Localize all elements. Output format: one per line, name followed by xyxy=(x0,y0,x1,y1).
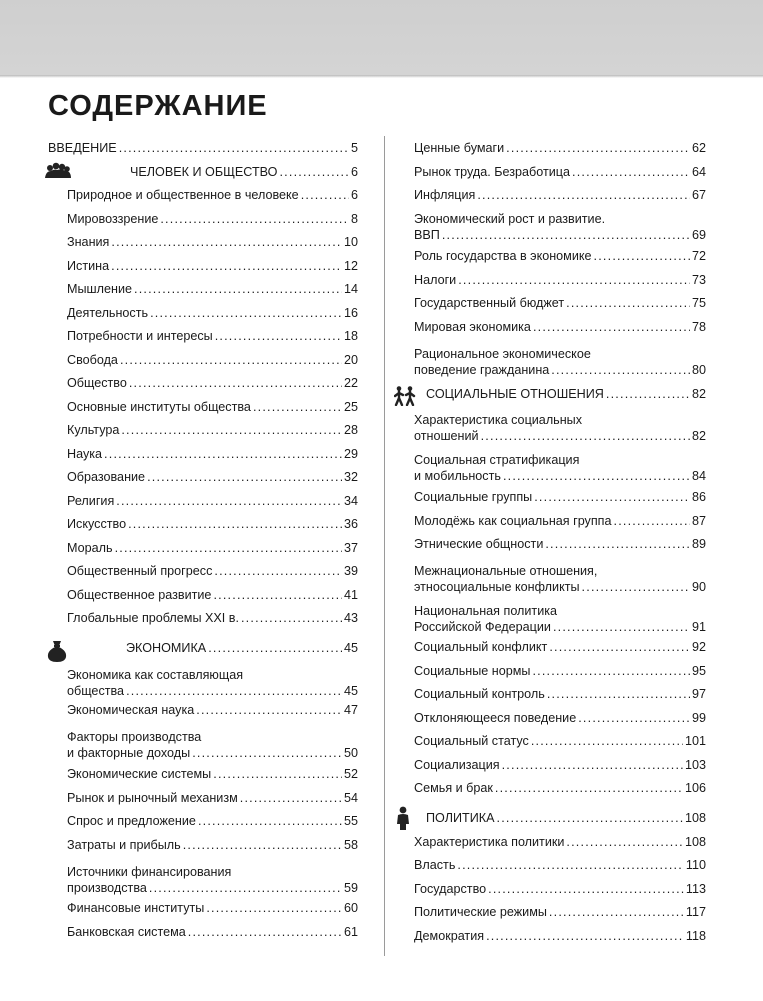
toc-entry-title: Семья и брак xyxy=(414,781,493,795)
dot-leader xyxy=(147,469,342,485)
toc-entry-title: Экономические системы xyxy=(67,767,212,781)
toc-page-number: 45 xyxy=(343,684,358,698)
column-divider xyxy=(384,136,385,956)
right-toc-entry-29 xyxy=(414,928,706,944)
toc-entry-title: Государственный бюджет xyxy=(414,296,565,310)
toc-page-number: 16 xyxy=(343,306,358,320)
right-toc-entry-22 xyxy=(414,757,706,773)
toc-page-number: 95 xyxy=(691,664,706,678)
toc-page-number: 6 xyxy=(350,165,358,179)
right-toc-entry-5 xyxy=(414,272,706,288)
left-toc-entry-25 xyxy=(67,766,358,782)
toc-page-number: 14 xyxy=(343,282,358,296)
left-toc-entry-30 xyxy=(67,900,358,916)
toc-entry-title-line1: Социальная стратификация xyxy=(414,453,580,467)
left-toc-entry-6 xyxy=(67,281,358,297)
dot-leader xyxy=(551,362,690,378)
dot-leader xyxy=(119,140,349,156)
dot-leader xyxy=(183,837,342,853)
toc-page-number: 80 xyxy=(691,363,706,377)
toc-page-number: 50 xyxy=(343,746,358,760)
dot-leader xyxy=(477,187,690,203)
right-toc-entry-14 xyxy=(414,536,706,552)
left-toc-entry-24 xyxy=(67,729,358,761)
dot-leader xyxy=(115,540,342,556)
left-toc-entry-19 xyxy=(67,587,358,603)
toc-page-number: 45 xyxy=(343,641,358,655)
toc-entry-title: Свобода xyxy=(67,353,118,367)
right-toc-entry-17 xyxy=(414,639,706,655)
toc-entry-title-line2: поведение гражданина xyxy=(414,363,550,377)
right-toc-entry-16 xyxy=(414,603,706,635)
toc-page-number: 69 xyxy=(691,228,706,242)
dot-leader xyxy=(486,928,684,944)
money-bag-icon xyxy=(46,640,68,662)
dot-leader xyxy=(549,639,690,655)
dot-leader xyxy=(506,140,690,156)
toc-entry-title-line2: этносоциальные конфликты xyxy=(414,580,580,594)
toc-entry-title: Социальный контроль xyxy=(414,687,545,701)
left-toc-entry-5 xyxy=(67,258,358,274)
dot-leader xyxy=(578,710,690,726)
left-toc-entry-11 xyxy=(67,399,358,415)
toc-page-number: 55 xyxy=(343,814,358,828)
toc-page-number: 67 xyxy=(691,188,706,202)
toc-entry-title: Религия xyxy=(67,494,115,508)
toc-entry-title: Образование xyxy=(67,470,146,484)
dot-leader xyxy=(134,281,342,297)
left-toc-entry-23 xyxy=(67,702,358,718)
right-toc-entry-13 xyxy=(414,513,706,529)
toc-entry-title: Потребности и интересы xyxy=(67,329,213,343)
right-toc-entry-1 xyxy=(414,164,706,180)
toc-entry-title: Социализация xyxy=(414,758,500,772)
left-toc-entry-28 xyxy=(67,837,358,853)
toc-entry-title: Общество xyxy=(67,376,127,390)
dot-leader xyxy=(606,386,690,402)
crowd-icon xyxy=(45,162,71,178)
right-toc-entry-9 xyxy=(426,386,706,402)
dot-leader xyxy=(549,904,684,920)
people-icon xyxy=(394,386,416,406)
right-toc-entry-10 xyxy=(414,412,706,444)
toc-entry-title-line1: Источники финансирования xyxy=(67,865,232,879)
right-toc-entry-21 xyxy=(414,733,706,749)
dot-leader xyxy=(534,489,690,505)
left-toc-entry-31 xyxy=(67,924,358,940)
left-toc-entry-13 xyxy=(67,446,358,462)
toc-page-number: 41 xyxy=(343,588,358,602)
toc-page-number: 5 xyxy=(350,141,358,155)
toc-entry-title-line2: и факторные доходы xyxy=(67,746,191,760)
toc-entry-title-line1: Факторы производства xyxy=(67,730,202,744)
toc-entry-title: Мировая экономика xyxy=(414,320,531,334)
toc-page-number: 84 xyxy=(691,469,706,483)
dot-leader xyxy=(160,211,349,227)
dot-leader xyxy=(253,399,342,415)
toc-page-number: 108 xyxy=(684,835,706,849)
left-toc-entry-18 xyxy=(67,563,358,579)
right-toc-entry-19 xyxy=(414,686,706,702)
dot-leader xyxy=(547,686,690,702)
toc-entry-title: СОЦИАЛЬНЫЕ ОТНОШЕНИЯ xyxy=(426,387,604,401)
toc-page-number: 61 xyxy=(343,925,358,939)
toc-entry-title: Мировоззрение xyxy=(67,212,159,226)
toc-entry-title: Ценные бумаги xyxy=(414,141,505,155)
toc-entry-title: Экономическая наука xyxy=(67,703,195,717)
right-toc-entry-18 xyxy=(414,663,706,679)
dot-leader xyxy=(582,579,690,595)
right-toc-entry-11 xyxy=(414,452,706,484)
dot-leader xyxy=(215,328,342,344)
dot-leader xyxy=(488,881,684,897)
toc-page-number: 60 xyxy=(343,901,358,915)
dot-leader xyxy=(111,258,342,274)
toc-page-number: 87 xyxy=(691,514,706,528)
right-toc-entry-24 xyxy=(426,810,706,826)
person-icon xyxy=(396,806,410,830)
left-toc-entry-12 xyxy=(67,422,358,438)
toc-page-number: 43 xyxy=(343,611,358,625)
dot-leader xyxy=(503,468,690,484)
toc-page-number: 54 xyxy=(343,791,358,805)
toc-page-number: 10 xyxy=(343,235,358,249)
toc-entry-title-line2: производства xyxy=(67,881,147,895)
toc-page-number: 20 xyxy=(343,353,358,367)
toc-entry-title: Инфляция xyxy=(414,188,476,202)
left-toc-entry-1 xyxy=(130,164,358,180)
toc-entry-title-line1: Экономический рост и развитие. xyxy=(414,212,606,226)
dot-leader xyxy=(149,880,342,896)
dot-leader xyxy=(192,745,342,761)
dot-leader xyxy=(213,766,342,782)
toc-entry-title: Социальный статус xyxy=(414,734,529,748)
toc-entry-title: Молодёжь как социальная группа xyxy=(414,514,612,528)
toc-entry-title: Общественный прогресс xyxy=(67,564,213,578)
left-toc-entry-27 xyxy=(67,813,358,829)
dot-leader xyxy=(111,234,342,250)
toc-entry-title: Финансовые институты xyxy=(67,901,205,915)
right-toc-entry-27 xyxy=(414,881,706,897)
toc-page-number: 36 xyxy=(343,517,358,531)
toc-page-number: 78 xyxy=(691,320,706,334)
toc-page-number: 97 xyxy=(691,687,706,701)
left-toc-entry-8 xyxy=(67,328,358,344)
toc-entry-title-line2: Российской Федерации xyxy=(414,620,551,634)
dot-leader xyxy=(198,813,342,829)
dot-leader xyxy=(458,272,690,288)
toc-entry-title-line2: общества xyxy=(67,684,125,698)
toc-page-number: 59 xyxy=(343,881,358,895)
right-toc-entry-15 xyxy=(414,563,706,595)
toc-page-number: 37 xyxy=(343,541,358,555)
left-toc-entry-2 xyxy=(67,187,358,203)
left-toc-entry-0 xyxy=(48,140,358,156)
header-shadow xyxy=(0,75,763,78)
toc-page-number: 108 xyxy=(684,811,706,825)
toc-page-number: 90 xyxy=(691,580,706,594)
dot-leader xyxy=(553,619,690,635)
toc-page-number: 106 xyxy=(684,781,706,795)
toc-entry-title: ЧЕЛОВЕК И ОБЩЕСТВО xyxy=(130,165,278,179)
dot-leader xyxy=(128,516,342,532)
left-toc-entry-22 xyxy=(67,667,358,699)
right-toc-entry-2 xyxy=(414,187,706,203)
left-toc-entry-16 xyxy=(67,516,358,532)
toc-entry-title: Истина xyxy=(67,259,110,273)
dot-leader xyxy=(116,493,342,509)
toc-page-number: 34 xyxy=(343,494,358,508)
right-toc-entry-23 xyxy=(414,780,706,796)
toc-entry-title: Банковская система xyxy=(67,925,186,939)
dot-leader xyxy=(301,187,349,203)
toc-entry-title: ЭКОНОМИКА xyxy=(126,641,207,655)
toc-entry-title: Социальные нормы xyxy=(414,664,531,678)
toc-entry-title: Мораль xyxy=(67,541,113,555)
dot-leader xyxy=(572,164,690,180)
toc-page-number: 18 xyxy=(343,329,358,343)
toc-page-number: 72 xyxy=(691,249,706,263)
dot-leader xyxy=(495,780,683,796)
left-toc-entry-17 xyxy=(67,540,358,556)
toc-entry-title: Природное и общественное в человеке xyxy=(67,188,299,202)
toc-page-number: 29 xyxy=(343,447,358,461)
toc-page-number: 52 xyxy=(343,767,358,781)
toc-page-number: 103 xyxy=(684,758,706,772)
right-toc-entry-4 xyxy=(414,248,706,264)
dot-leader xyxy=(457,857,684,873)
toc-entry-title: Искусство xyxy=(67,517,127,531)
toc-page-number: 28 xyxy=(343,423,358,437)
toc-entry-title: Рынок и рыночный механизм xyxy=(67,791,238,805)
dot-leader xyxy=(532,663,690,679)
toc-page-number: 62 xyxy=(691,141,706,155)
dot-leader xyxy=(240,790,342,806)
toc-page-number: 82 xyxy=(691,387,706,401)
toc-page-number: 110 xyxy=(685,858,706,872)
toc-entry-title-line2: ВВП xyxy=(414,228,440,242)
toc-page-number: 75 xyxy=(691,296,706,310)
toc-entry-title: Характеристика политики xyxy=(414,835,565,849)
dot-leader xyxy=(104,446,342,462)
toc-entry-title: ПОЛИТИКА xyxy=(426,811,495,825)
dot-leader xyxy=(206,900,342,916)
dot-leader xyxy=(545,536,690,552)
right-toc-entry-3 xyxy=(414,211,706,243)
page-title: СОДЕРЖАНИЕ xyxy=(48,90,268,122)
toc-entry-title: Основные институты общества xyxy=(67,400,251,414)
toc-entry-title: ВВЕДЕНИЕ xyxy=(48,141,117,155)
toc-page-number: 12 xyxy=(343,259,358,273)
toc-entry-title: Роль государства в экономике xyxy=(414,249,592,263)
dot-leader xyxy=(214,563,342,579)
toc-page-number: 117 xyxy=(685,905,706,919)
right-toc-entry-0 xyxy=(414,140,706,156)
toc-entry-title: Отклоняющееся поведение xyxy=(414,711,577,725)
right-toc-entry-6 xyxy=(414,295,706,311)
dot-leader xyxy=(279,164,349,180)
toc-entry-title-line1: Межнациональные отношения, xyxy=(414,564,598,578)
toc-entry-title: Наука xyxy=(67,447,103,461)
toc-page-number: 8 xyxy=(350,212,358,226)
left-toc-entry-7 xyxy=(67,305,358,321)
dot-leader xyxy=(566,834,683,850)
dot-leader xyxy=(614,513,690,529)
toc-page-number: 113 xyxy=(685,882,706,896)
dot-leader xyxy=(566,295,690,311)
dot-leader xyxy=(481,428,690,444)
dot-leader xyxy=(129,375,342,391)
toc-page-number: 22 xyxy=(343,376,358,390)
toc-page-number: 89 xyxy=(691,537,706,551)
toc-entry-title-line1: Характеристика социальных xyxy=(414,413,583,427)
left-toc-entry-4 xyxy=(67,234,358,250)
toc-entry-title: Этнические общности xyxy=(414,537,544,551)
left-toc-entry-21 xyxy=(126,640,358,656)
dot-leader xyxy=(213,587,342,603)
right-toc-entry-28 xyxy=(414,904,706,920)
toc-entry-title: Демократия xyxy=(414,929,485,943)
dot-leader xyxy=(126,683,342,699)
dot-leader xyxy=(442,227,690,243)
left-toc-entry-15 xyxy=(67,493,358,509)
toc-entry-title: Налоги xyxy=(414,273,457,287)
dot-leader xyxy=(120,352,342,368)
toc-entry-title: Мышление xyxy=(67,282,132,296)
toc-entry-title: Социальные группы xyxy=(414,490,533,504)
toc-page-number: 58 xyxy=(343,838,358,852)
toc-page-number: 73 xyxy=(691,273,706,287)
toc-page-number: 101 xyxy=(684,734,706,748)
right-toc-entry-20 xyxy=(414,710,706,726)
left-toc-entry-10 xyxy=(67,375,358,391)
toc-entry-title: Рынок труда. Безработица xyxy=(414,165,571,179)
toc-entry-title-line1: Национальная политика xyxy=(414,604,558,618)
dot-leader xyxy=(121,422,342,438)
toc-page-number: 118 xyxy=(685,929,706,943)
right-toc-entry-25 xyxy=(414,834,706,850)
left-toc-entry-9 xyxy=(67,352,358,368)
toc-entry-title-line2: и мобильность xyxy=(414,469,501,483)
toc-page-number: 64 xyxy=(691,165,706,179)
left-toc-entry-14 xyxy=(67,469,358,485)
toc-entry-title-line1: Экономика как составляющая xyxy=(67,668,244,682)
right-toc-entry-12 xyxy=(414,489,706,505)
dot-leader xyxy=(208,640,342,656)
toc-page-number: 99 xyxy=(691,711,706,725)
toc-page-number: 91 xyxy=(691,620,706,634)
toc-entry-title: Деятельность xyxy=(67,306,149,320)
dot-leader xyxy=(241,610,342,626)
left-toc-entry-3 xyxy=(67,211,358,227)
toc-page-number: 39 xyxy=(343,564,358,578)
toc-entry-title: Глобальные проблемы XXI в. xyxy=(67,611,239,625)
toc-entry-title-line2: отношений xyxy=(414,429,479,443)
toc-entry-title: Власть xyxy=(414,858,456,872)
toc-page-number: 47 xyxy=(343,703,358,717)
dot-leader xyxy=(502,757,683,773)
dot-leader xyxy=(531,733,683,749)
toc-entry-title: Спрос и предложение xyxy=(67,814,196,828)
left-toc-entry-29 xyxy=(67,864,358,896)
left-toc-entry-26 xyxy=(67,790,358,806)
toc-page-number: 92 xyxy=(691,640,706,654)
toc-entry-title: Культура xyxy=(67,423,120,437)
right-toc-entry-8 xyxy=(414,346,706,378)
toc-entry-title: Политические режимы xyxy=(414,905,547,919)
dot-leader xyxy=(497,810,683,826)
right-toc-entry-26 xyxy=(414,857,706,873)
toc-page-number: 6 xyxy=(350,188,358,202)
toc-entry-title: Социальный конфликт xyxy=(414,640,548,654)
header-band xyxy=(0,0,763,75)
toc-entry-title: Государство xyxy=(414,882,487,896)
toc-page-number: 32 xyxy=(343,470,358,484)
dot-leader xyxy=(188,924,342,940)
toc-page-number: 86 xyxy=(691,490,706,504)
toc-entry-title: Знания xyxy=(67,235,110,249)
toc-page-number: 25 xyxy=(343,400,358,414)
dot-leader xyxy=(594,248,690,264)
dot-leader xyxy=(533,319,690,335)
dot-leader xyxy=(196,702,342,718)
right-toc-entry-7 xyxy=(414,319,706,335)
toc-entry-title: Общественное развитие xyxy=(67,588,212,602)
toc-entry-title: Затраты и прибыль xyxy=(67,838,181,852)
dot-leader xyxy=(150,305,342,321)
toc-page-number: 82 xyxy=(691,429,706,443)
toc-entry-title-line1: Рациональное экономическое xyxy=(414,347,591,361)
left-toc-entry-20 xyxy=(67,610,358,626)
